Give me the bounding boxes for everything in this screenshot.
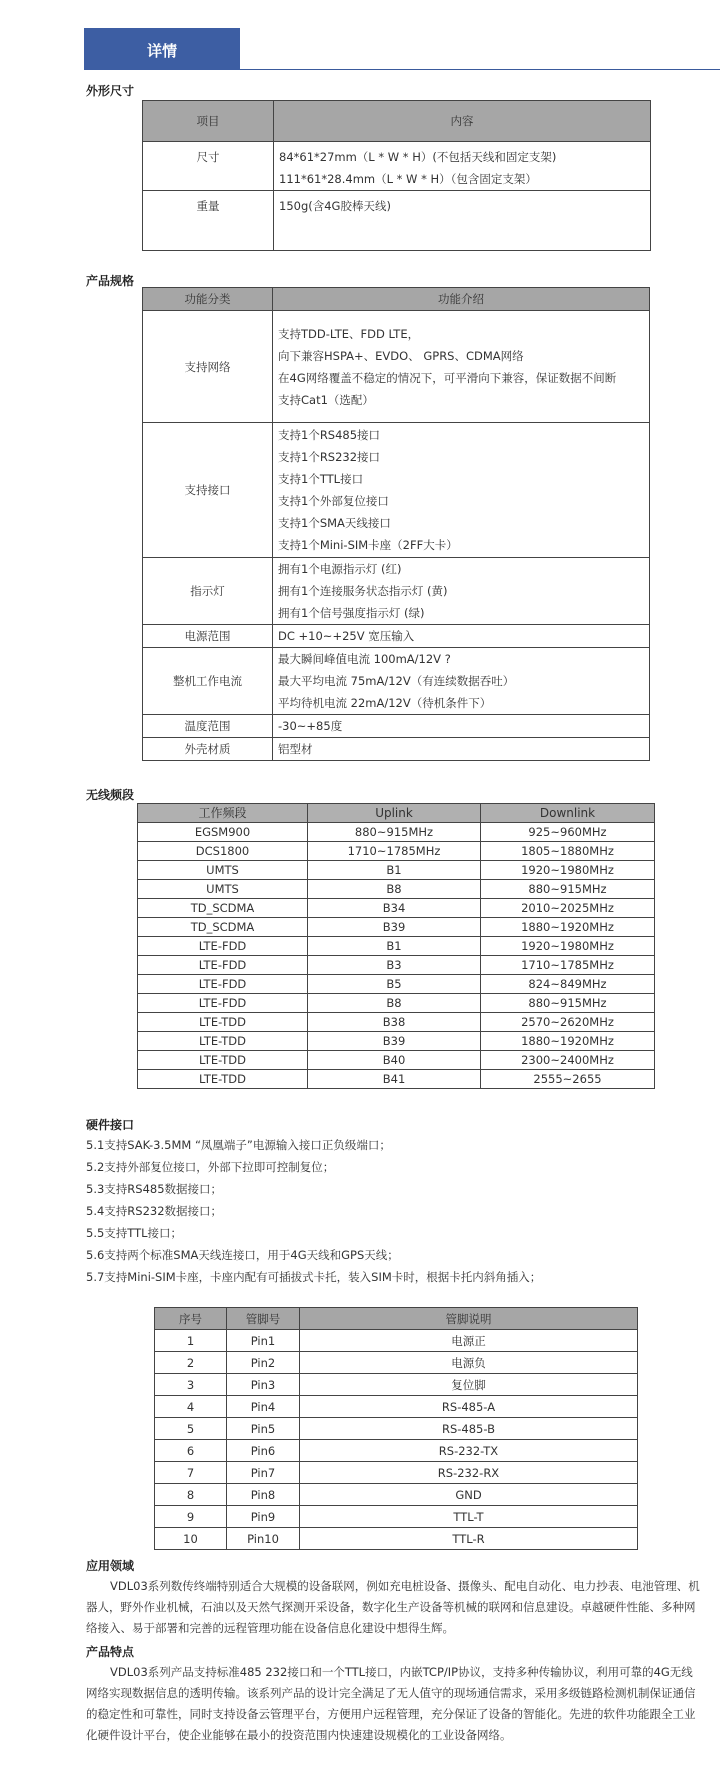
content-line: 150g(含4G胶棒天线) — [279, 199, 391, 213]
desc-line: 在4G网络覆盖不稳定的情况下，可平滑向下兼容，保证数据不间断 — [278, 370, 617, 385]
table-row — [138, 937, 655, 956]
table-cell: B1 — [308, 937, 481, 956]
table-cell: 4 — [155, 1396, 227, 1418]
header-description: 功能介绍 — [273, 288, 650, 311]
table-row — [138, 918, 655, 937]
table-row — [143, 738, 650, 761]
table-cell: 电源正 — [300, 1330, 638, 1352]
hardware-item: 5.2支持外部复位接口，外部下拉即可控制复位； — [86, 1160, 335, 1174]
application-text: VDL03系列数传终端特别适合大规模的设备联网，例如充电桩设备、摄像头、配电自动化、电力抄表、电池管理、机器人，野外作业机械，石油以及天然气探测开采设备，数字化生产设备等机械的联网和信息建设。卓越硬件性能、多种网络接入、易于部署和完善的远程管理功能在设备信息化建设中想得生辉。 — [86, 1579, 700, 1635]
table-cell: B34 — [308, 899, 481, 918]
table-cell: EGSM900 — [138, 823, 308, 842]
table-cell: 1 — [155, 1330, 227, 1352]
cell-category: 电源范围 — [143, 625, 273, 648]
features-title: 产品特点 — [86, 1645, 135, 1659]
desc-line: 向下兼容HSPA+、EVDO、 GPRS、CDMA网络 — [278, 348, 524, 363]
table-cell: 824~849MHz — [481, 975, 655, 994]
table-cell: 2555~2655 — [481, 1070, 655, 1089]
header-content: 内容 — [274, 101, 651, 142]
cell-category: 温度范围 — [143, 715, 273, 738]
table-row — [143, 715, 650, 738]
header-uplink: Uplink — [308, 804, 481, 823]
table-cell: 925~960MHz — [481, 823, 655, 842]
desc-line: 支持1个RS232接口 — [278, 450, 381, 464]
table-cell: LTE-FDD — [138, 975, 308, 994]
table-row — [143, 142, 651, 191]
table-cell: B39 — [308, 918, 481, 937]
desc-line: 支持Cat1（选配） — [278, 392, 374, 407]
table-cell: 9 — [155, 1506, 227, 1528]
table-cell: TD_SCDMA — [138, 918, 308, 937]
table-row — [138, 823, 655, 842]
cell-category: 整机工作电流 — [143, 648, 273, 715]
table-cell: 2570~2620MHz — [481, 1013, 655, 1032]
table-cell: LTE-TDD — [138, 1051, 308, 1070]
desc-line: 支持1个外部复位接口 — [278, 494, 389, 508]
desc-line: 支持1个TTL接口 — [278, 472, 364, 486]
table-cell: 1920~1980MHz — [481, 937, 655, 956]
table-header-row — [138, 804, 655, 823]
cell-description — [273, 625, 650, 648]
table-row — [143, 648, 650, 715]
hardware-item: 5.6支持两个标准SMA天线连接口，用于4G天线和GPS天线； — [86, 1248, 399, 1262]
header-pin-desc: 管脚说明 — [300, 1308, 638, 1330]
content-line: 84*61*27mm（L * W * H）(不包括天线和固定支架) — [279, 150, 557, 164]
table-cell: 880~915MHz — [481, 994, 655, 1013]
table-cell: LTE-TDD — [138, 1013, 308, 1032]
table-cell: 2300~2400MHz — [481, 1051, 655, 1070]
table-cell: 6 — [155, 1440, 227, 1462]
table-row — [155, 1396, 638, 1418]
desc-line: DC +10~+25V 宽压输入 — [278, 629, 415, 643]
header-index: 序号 — [155, 1308, 227, 1330]
table-cell: Pin6 — [227, 1440, 300, 1462]
specs-table — [142, 287, 650, 761]
table-cell: 电源负 — [300, 1352, 638, 1374]
header-downlink: Downlink — [481, 804, 655, 823]
desc-line: 支持TDD-LTE、FDD LTE， — [278, 326, 420, 341]
table-row — [138, 956, 655, 975]
table-row — [155, 1528, 638, 1550]
table-cell: B8 — [308, 880, 481, 899]
cell-description — [273, 558, 650, 625]
table-cell: Pin10 — [227, 1528, 300, 1550]
desc-line: 拥有1个电源指示灯 (红) — [278, 562, 402, 576]
table-row — [155, 1352, 638, 1374]
table-cell: 5 — [155, 1418, 227, 1440]
table-row — [138, 994, 655, 1013]
table-cell: 1710~1785MHz — [481, 956, 655, 975]
table-row — [155, 1418, 638, 1440]
header-item: 项目 — [143, 101, 274, 142]
table-cell: TD_SCDMA — [138, 899, 308, 918]
table-cell: Pin7 — [227, 1462, 300, 1484]
dimensions-title: 外形尺寸 — [86, 84, 135, 98]
desc-line: 铝型材 — [278, 742, 313, 756]
table-cell: LTE-FDD — [138, 937, 308, 956]
table-row — [143, 558, 650, 625]
specs-title: 产品规格 — [86, 274, 135, 288]
table-cell: 2010~2025MHz — [481, 899, 655, 918]
header-pin: 管脚号 — [227, 1308, 300, 1330]
bands-table — [137, 803, 655, 1089]
table-row — [138, 899, 655, 918]
table-cell: B5 — [308, 975, 481, 994]
cell-content — [274, 142, 651, 191]
cell-description — [273, 738, 650, 761]
table-row — [143, 191, 651, 251]
table-cell: 880~915MHz — [308, 823, 481, 842]
table-cell: 8 — [155, 1484, 227, 1506]
table-cell: RS-232-TX — [300, 1440, 638, 1462]
table-cell: Pin5 — [227, 1418, 300, 1440]
table-cell: RS-485-B — [300, 1418, 638, 1440]
table-cell: Pin9 — [227, 1506, 300, 1528]
table-cell: B39 — [308, 1032, 481, 1051]
desc-line: 最大平均电流 75mA/12V（有连续数据吞吐） — [278, 674, 515, 688]
table-cell: 1805~1880MHz — [481, 842, 655, 861]
cell-category: 外壳材质 — [143, 738, 273, 761]
table-cell: LTE-TDD — [138, 1032, 308, 1051]
table-row — [138, 975, 655, 994]
cell-content — [274, 191, 651, 251]
header-category: 功能分类 — [143, 288, 273, 311]
desc-line: 拥有1个信号强度指示灯 (绿) — [278, 606, 425, 620]
hardware-item: 5.1支持SAK-3.5MM “凤凰端子”电源输入接口正负级端口； — [86, 1138, 391, 1152]
table-cell: Pin1 — [227, 1330, 300, 1352]
cell-description — [273, 715, 650, 738]
pins-table — [154, 1307, 638, 1550]
table-cell: Pin2 — [227, 1352, 300, 1374]
table-row — [143, 311, 650, 423]
table-cell: Pin4 — [227, 1396, 300, 1418]
cell-description — [273, 423, 650, 558]
table-row — [138, 1013, 655, 1032]
table-row — [138, 842, 655, 861]
table-cell: 2 — [155, 1352, 227, 1374]
table-cell: RS-232-RX — [300, 1462, 638, 1484]
table-cell: GND — [300, 1484, 638, 1506]
table-row — [155, 1462, 638, 1484]
table-cell: B38 — [308, 1013, 481, 1032]
bands-title: 无线频段 — [86, 788, 135, 802]
bands-body — [138, 823, 655, 1089]
table-cell: DCS1800 — [138, 842, 308, 861]
table-cell: LTE-FDD — [138, 994, 308, 1013]
table-row — [155, 1330, 638, 1352]
table-row — [138, 1051, 655, 1070]
hardware-item: 5.3支持RS485数据接口； — [86, 1182, 223, 1196]
cell-description — [273, 648, 650, 715]
table-cell: TTL-R — [300, 1528, 638, 1550]
tab-bar — [84, 28, 720, 70]
desc-line: 支持1个RS485接口 — [278, 428, 381, 442]
table-cell: B40 — [308, 1051, 481, 1070]
application-title: 应用领域 — [86, 1559, 135, 1573]
desc-line: 拥有1个连接服务状态指示灯 (黄) — [278, 584, 448, 598]
table-cell: Pin3 — [227, 1374, 300, 1396]
hardware-item: 5.5支持TTL接口； — [86, 1226, 183, 1240]
table-cell: RS-485-A — [300, 1396, 638, 1418]
desc-line: 最大瞬间峰值电流 100mA/12V ? — [278, 652, 451, 666]
table-cell: B8 — [308, 994, 481, 1013]
table-row — [138, 1032, 655, 1051]
table-row — [143, 423, 650, 558]
table-cell: 880~915MHz — [481, 880, 655, 899]
table-cell: 复位脚 — [300, 1374, 638, 1396]
table-cell: 1710~1785MHz — [308, 842, 481, 861]
table-row — [143, 625, 650, 648]
desc-line: 平均待机电流 22mA/12V（待机条件下） — [278, 696, 492, 710]
table-row — [138, 861, 655, 880]
table-row — [155, 1506, 638, 1528]
table-row — [155, 1484, 638, 1506]
table-cell: TTL-T — [300, 1506, 638, 1528]
table-cell: 1920~1980MHz — [481, 861, 655, 880]
cell-item: 尺寸 — [143, 142, 274, 191]
cell-description — [273, 311, 650, 423]
table-cell: UMTS — [138, 861, 308, 880]
table-cell: Pin8 — [227, 1484, 300, 1506]
table-row — [155, 1440, 638, 1462]
table-header-row — [155, 1308, 638, 1330]
hardware-title: 硬件接口 — [86, 1118, 135, 1132]
table-cell: LTE-FDD — [138, 956, 308, 975]
cell-category: 支持网络 — [143, 311, 273, 423]
table-row — [155, 1374, 638, 1396]
table-row — [138, 1070, 655, 1089]
table-cell: UMTS — [138, 880, 308, 899]
cell-category: 指示灯 — [143, 558, 273, 625]
table-cell: B1 — [308, 861, 481, 880]
table-cell: 1880~1920MHz — [481, 1032, 655, 1051]
desc-line: 支持1个Mini-SIM卡座（2FF大卡） — [278, 538, 458, 552]
dimensions-table — [142, 100, 651, 251]
tab-details[interactable]: 详情 — [84, 28, 240, 70]
table-cell: B41 — [308, 1070, 481, 1089]
header-band: 工作频段 — [138, 804, 308, 823]
content-line: 111*61*28.4mm（L * W * H）（包含固定支架） — [279, 172, 537, 186]
hardware-item: 5.7支持Mini-SIM卡座，卡座内配有可插拔式卡托，装入SIM卡时，根据卡托内斜角插入； — [86, 1270, 542, 1284]
table-cell: 1880~1920MHz — [481, 918, 655, 937]
table-cell: 3 — [155, 1374, 227, 1396]
table-header-row — [143, 288, 650, 311]
desc-line: -30~+85度 — [278, 719, 343, 733]
cell-category: 支持接口 — [143, 423, 273, 558]
features-text: VDL03系列产品支持标准485 232接口和一个TTL接口，内嵌TCP/IP协议，支持多种传输协议，利用可靠的4G无线网络实现数据信息的透明传输。该系列产品的设计完全满足了无人值守的现场通信需求，采用多级链路检测机制保证通信的稳定性和可靠性，同时支持设备云管理平台，方便用户远程管理，充分保证了设备的智能化。先进的软件功能跟全工业化硬件设计平台，使企业能够在最小的投资范围内快速建设规模化的工业设备网络。 — [86, 1665, 696, 1742]
table-cell: LTE-TDD — [138, 1070, 308, 1089]
cell-item: 重量 — [143, 191, 274, 251]
table-cell: 7 — [155, 1462, 227, 1484]
table-row — [138, 880, 655, 899]
table-cell: B3 — [308, 956, 481, 975]
table-header-row — [143, 101, 651, 142]
pins-body — [155, 1330, 638, 1550]
hardware-item: 5.4支持RS232数据接口； — [86, 1204, 223, 1218]
desc-line: 支持1个SMA天线接口 — [278, 516, 391, 530]
table-cell: 10 — [155, 1528, 227, 1550]
